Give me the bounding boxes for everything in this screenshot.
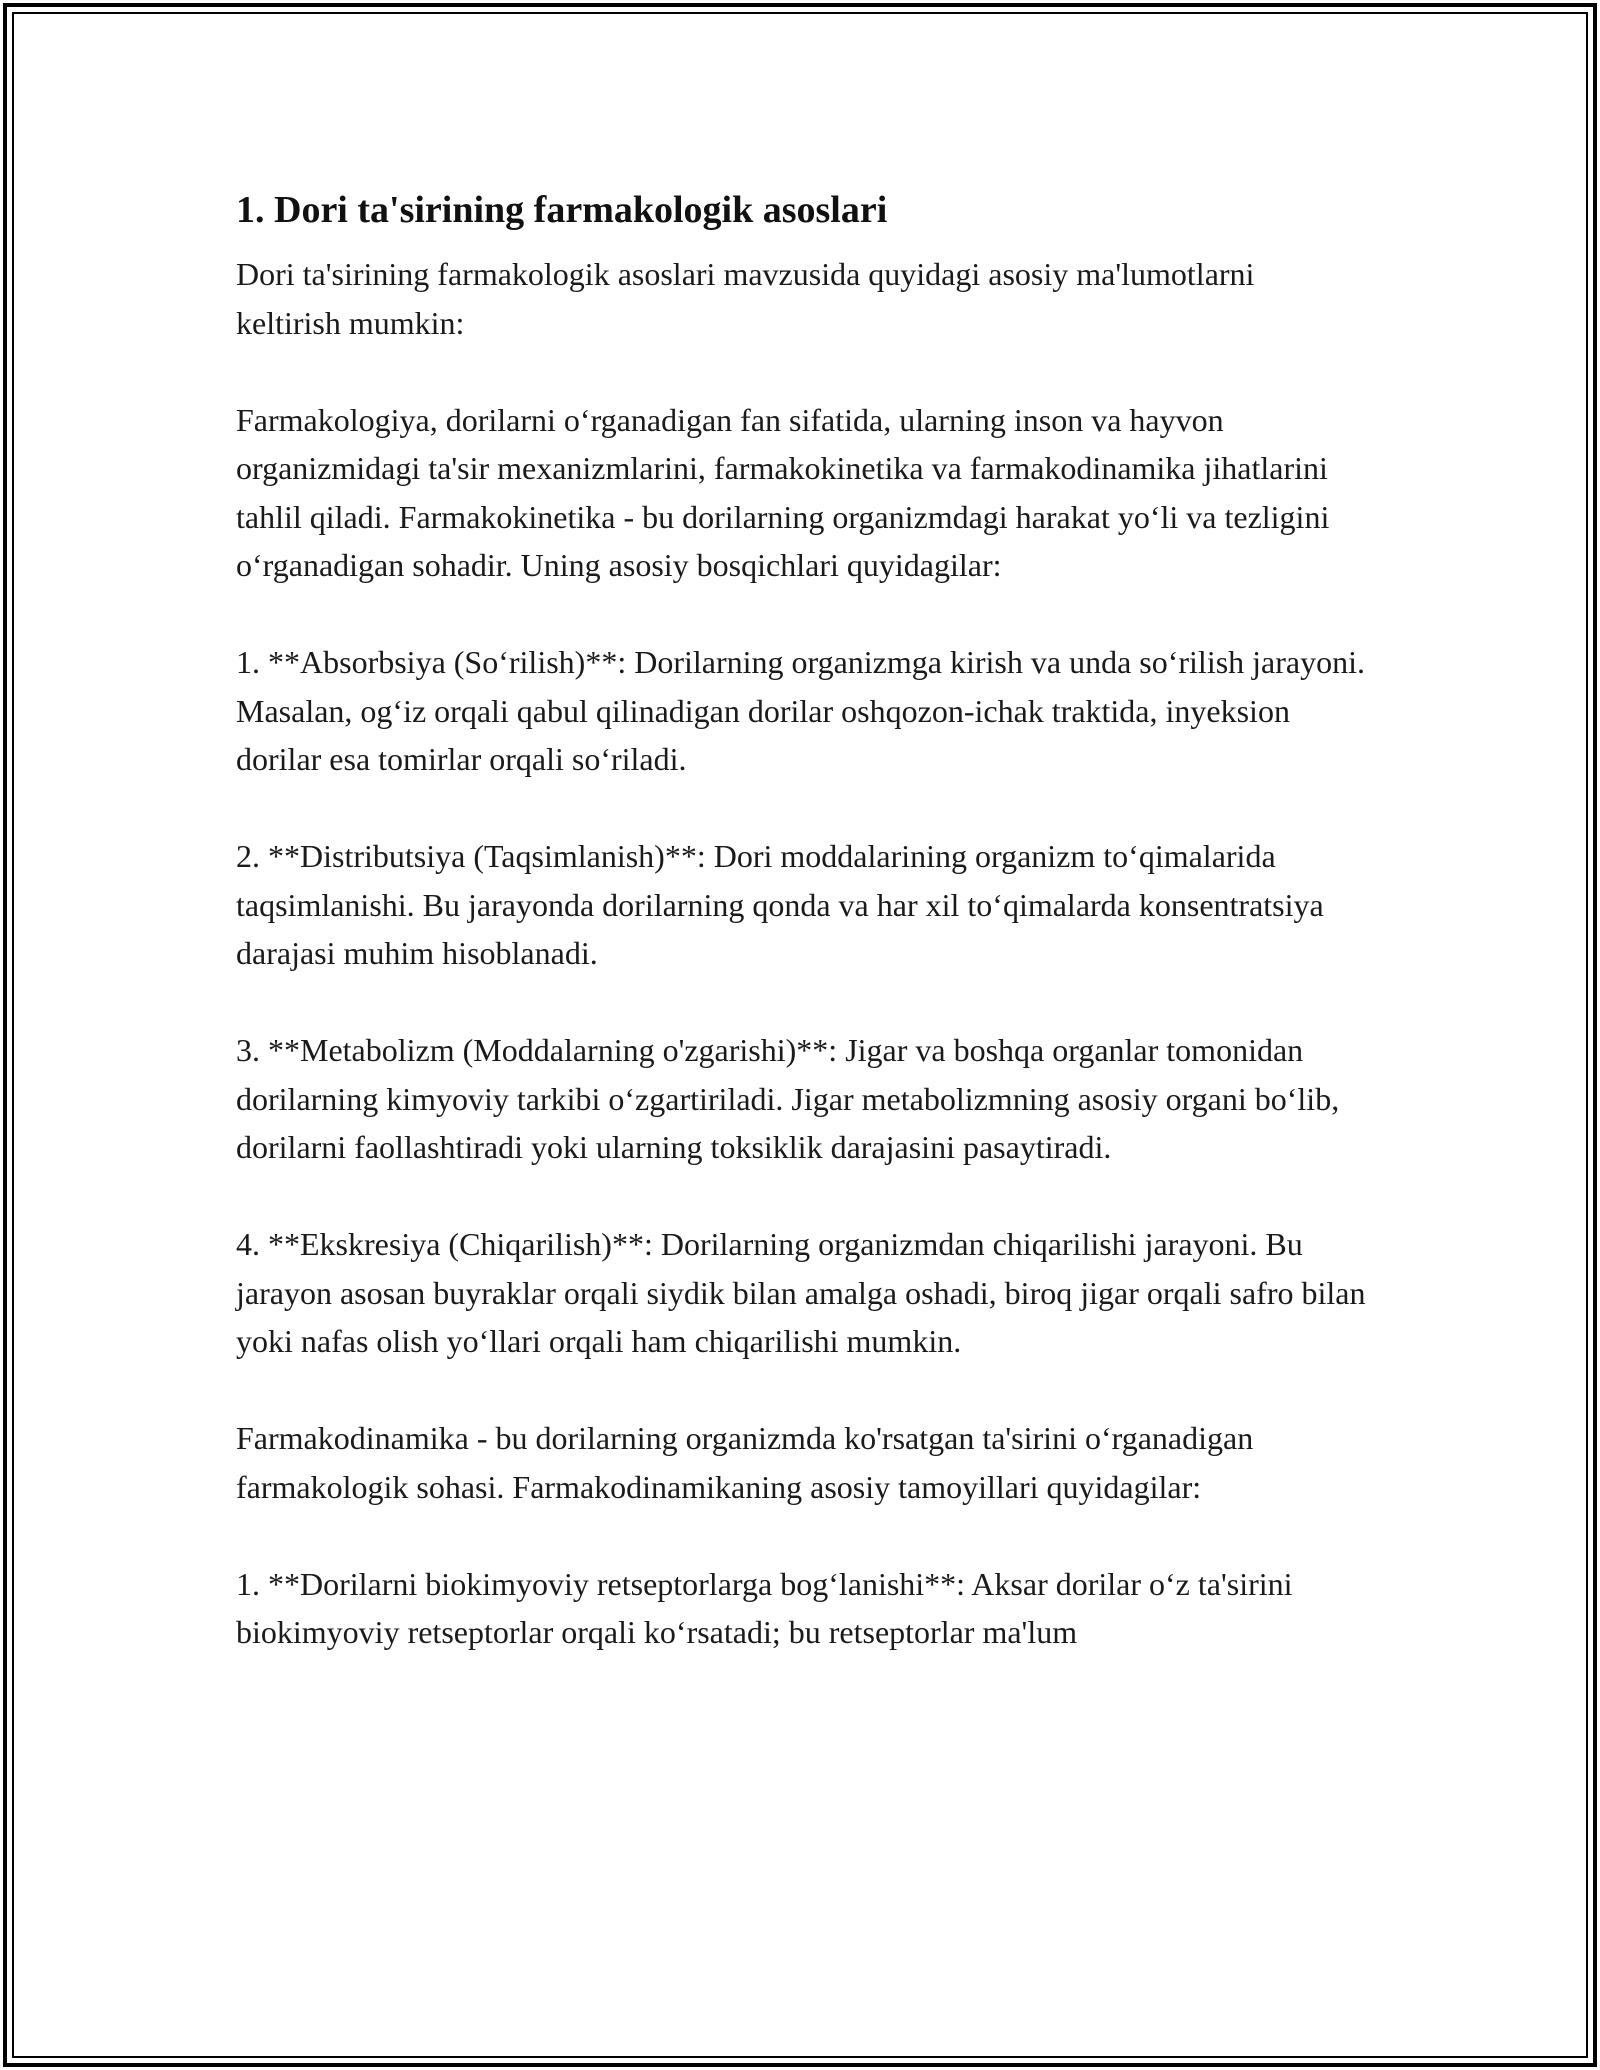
receptor-binding-paragraph: 1. **Dorilarni biokimyoviy retseptorlarga bog‘lanishi**: Aksar dorilar o‘z ta'sirini biokimyoviy retseptorlar orqali ko‘rsatadi; bu retseptorlar ma'lum [236, 1565, 1293, 1650]
intro-paragraph: Dori ta'sirining farmakologik asoslari mavzusida quyidagi asosiy ma'lumotlarni keltirish mumkin: [236, 256, 1255, 341]
pharmacology-paragraph: Farmakologiya, dorilarni o‘rganadigan fan sifatida, ularning inson va hayvon organizmidagi ta'sir mexanizmlarini, farmakokinetika va farmakodinamika jihatlarini tahlil qiladi. Farmakokinetika - bu dorilarning organizmdagi harakat yo‘li va tezligini o‘rganadigan sohadir. Uning asosiy bosqichlari quyidagilar: [236, 401, 1330, 583]
distribution-paragraph: 2. **Distributsiya (Taqsimlanish)**: Dori moddalarining organizm to‘qimalarida taqsimlanishi. Bu jarayonda dorilarning qonda va har xil to‘qimalarda konsentratsiya darajasi muhim hisoblanadi. [236, 838, 1324, 971]
absorption-paragraph: 1. **Absorbsiya (So‘rilish)**: Dorilarning organizmga kirish va unda so‘rilish jarayoni. Masalan, og‘iz orqali qabul qilinadigan dorilar oshqozon-ichak traktida, inyeksion dorilar esa tomirlar orqali so‘riladi. [236, 644, 1365, 777]
metabolism-paragraph: 3. **Metabolizm (Moddalarning o'zgarishi)**: Jigar va boshqa organlar tomonidan dorilarning kimyoviy tarkibi o‘zgartiriladi. Jigar metabolizmning asosiy organi bo‘lib, dorilarni faollashtiradi yoki ularning toksiklik darajasini pasaytiradi. [236, 1032, 1340, 1165]
section-heading: 1. Dori ta'sirining farmakologik asoslari [236, 189, 888, 231]
pharmacodynamics-paragraph: Farmakodinamika - bu dorilarning organizmda ko'rsatgan ta'sirini o‘rganadigan farmakologik sohasi. Farmakodinamikaning asosiy tamoyillari quyidagilar: [236, 1420, 1254, 1505]
document-body [236, 186, 1366, 1705]
excretion-paragraph: 4. **Ekskresiya (Chiqarilish)**: Dorilarning organizmdan chiqarilishi jarayoni. Bu jarayon asosan buyraklar orqali siydik bilan amalga oshadi, biroq jigar orqali safro bilan yoki nafas olish yo‘llari orqali ham chiqarilishi mumkin. [236, 1226, 1366, 1359]
